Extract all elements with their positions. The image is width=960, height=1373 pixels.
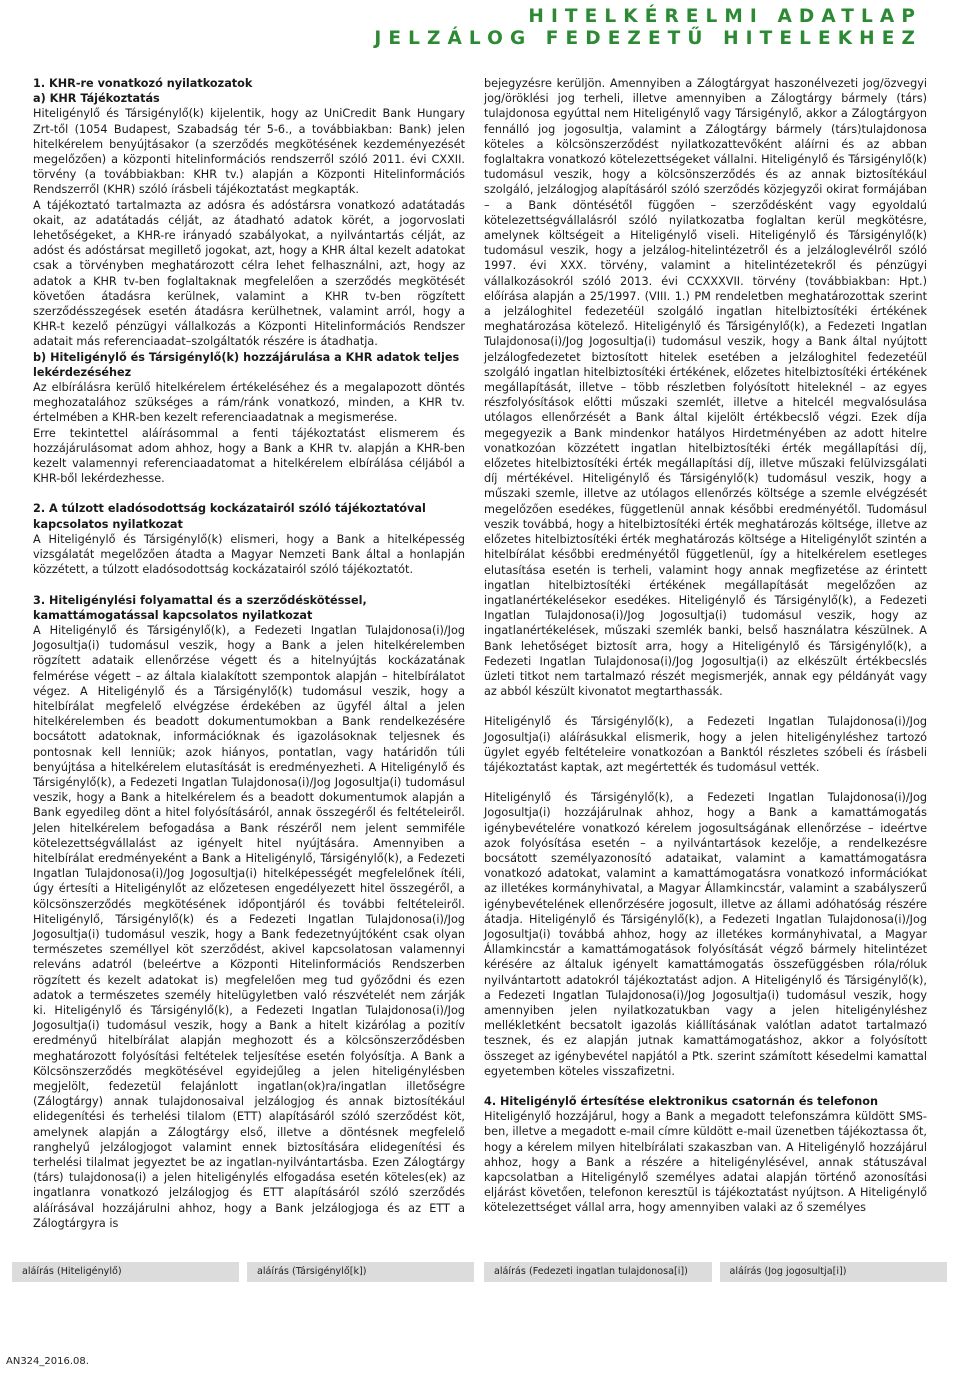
section-1b-paragraph-2: Erre tekintettel aláírásommal a fenti tájékoztatást elismerem és hozzájárulásomat adom ahhoz, hogy a Bank a KHR tv. alapján a KHR-ben kezelt valamennyi referenciaadatomat a hitelkérelem elbírálása céljából a KHR-ből lekérdezhesse. <box>33 426 465 486</box>
section-1b-title: b) Hiteligénylő és Társigénylő(k) hozzájárulása a KHR adatok teljes lekérdezéséhez <box>33 350 460 379</box>
document-header <box>374 6 922 50</box>
section-2-title: 2. A túlzott eladósodottság kockázatairól szóló tájékoztatóval kapcsolatos nyilatkozat <box>33 502 426 531</box>
right-column <box>484 76 927 1216</box>
section-1a-title: a) KHR Tájékoztatás <box>33 92 160 106</box>
left-column <box>33 76 465 1231</box>
signature-field-property-owner[interactable]: aláírás (Fedezeti ingatlan tulajdonosa[i]) <box>484 1262 712 1282</box>
form-code: AN324_2016.08. <box>6 1356 89 1367</box>
section-3-title: 3. Hiteligénylési folyamattal és a szerződéskötéssel, kamattámogatással kapcsolatos nyilatkozat <box>33 593 367 622</box>
section-1b-paragraph-1: Az elbírálásra kerülő hitelkérelem értékeléséhez és a megalapozott döntés meghozatalához szükséges a rám/ránk vonatkozó, minden, a KHR tv. értelmében a KHR-ben kezelt referenciaadatnak a megismerése. <box>33 381 465 425</box>
section-1-title: 1. KHR-re vonatkozó nyilatkozatok <box>33 77 253 90</box>
signature-row-left <box>12 1262 474 1282</box>
section-2-paragraph: A Hiteligénylő és Társigénylő(k) elismeri, hogy a Bank a hitelképesség vizsgálatát megelőzően átadta a Magyar Nemzeti Bank által a honlapján közzétett, a túlzott eladósodottság kockázatairól szóló tájékoztatót. <box>33 532 465 577</box>
section-1a-paragraph-1: Hiteligénylő és Társigénylő(k) kijelentik, hogy az UniCredit Bank Hungary Zrt-től (1054 Budapest, Szabadság tér 5-6., a továbbiakban: Bank) jelen hitelkérelem benyújtásakor (a szerződés megkötésének kezdeményezését megelőzően) a központi hitelinformációs rendszerről szóló 2011. évi CXXII. törvény (a továbbiakban: KHR tv.) alapján a Központi Hitelinformációs Rendszerről (KHR) szóló írásbeli tájékoztatást megkapták. <box>33 107 465 197</box>
section-3-continued-paragraph-1: bejegyzésre kerüljön. Amennyiben a Zálogtárgyat haszonélvezeti jog/özvegyi jog/öröklési jog terheli, illetve amennyiben a Zálogtárgy bármely (társ) tulajdonosa egyúttal nem Hiteligénylő vagy Társigénylő, akkor a Zálogtárgyon fennálló jog jogosultja, valamint a Zálogtárgy bármely (társ)tulajdonosa köteles a kölcsönszerződést nyilatkozattevőként aláírni és az abban foglaltakra vonatkozó kötelezettségeket vállalni. Hiteligénylő és Társigénylő(k) tudomásul veszik, hogy a kölcsönszerződés és az annak biztosítékául szolgáló, jelzálogjog alapításáról szóló szerződés közjegyzői okirat formájában – a Bank döntésétől függően – szerződésként vagy egyoldalú kötelezettségvállalásról szóló nyilatkozatba foglaltan kerül megkötésre, amelynek költségeit a Hiteligénylő viseli. Hiteligénylő és Társigénylő(k) tudomásul veszik, hogy a jelzálog-hitelintézetről és a jelzáloglevélről szóló 1997. évi XXX. törvény, valamint a hitelintézetekről és pénzügyi vállalkozásokról szóló 2013. évi CCXXXVII. törvény (továbbiakban: Hpt.) előírása alapján a 25/1997. (VIII. 1.) PM rendeletben meghatározottak szerint a jelzáloghitel fedezetéül szolgáló ingatlan hitelbiztosítéki értékének meghatározása kötelező. Hiteligénylő és Társigénylő(k), a Fedezeti Ingatlan Tulajdonosa(i)/Jog Jogosultja(i) tudomásul veszik, hogy a Bank által nyújtott jelzálogfedezetet biztosított hitelek esetében a jelzáloghitel fedezetéül szolgáló ingatlan hitelbiztosítéki értékének, előzetes hitelbiztosítéki értékének megállapítását, illetve – több részletben folyósított hiteleknél – az egyes részfolyósítások előtti műszaki szemlét, illetve a hitelcél megvalósulása utólagos ellenőrzését a Bank által kijelölt értékbecslő végzi. Ezek díja megegyezik a Bank mindenkor hatályos Hirdetményében az adott hitelre vonatkozóan közzétett ingatlan hitelbiztosítéki érték megállapítási díj, előzetes hitelbiztosítéki érték megállapítási díj, illetve műszaki felülvizsgálati díj mértékével. Hiteligénylő és Társigénylő(k) tudomásul veszik, hogy a műszaki szemle, illetve az utólagos ellenőrzés költsége a szemle elvégzését megelőzően esedékes, függetlenül annak későbbi eredményétől. Tudomásul veszik továbbá, hogy a hitelbiztosítéki érték meghatározás költsége, illetve az előzetes hitelbiztosítéki érték meghatározás költsége a Hiteligénylőt szintén a hitelbírálat későbbi eredményétől függetlenül, így a hitelkérelem esetleges elutasítása esetén is terheli, valamint hogy annak megfizetése az érintett ingatlan hitelbiztosítéki értékének megállapítását megelőzően az ingatlanértékelésekor esedékes. Hiteligénylő és Társigénylő(k), a Fedezeti Ingatlan Tulajdonosa(i)/Jog Jogosultja(i) tudomásul veszik, hogy az ingatlanértékelések, műszaki szemlék banki, belső használatra készülnek. A Bank lehetőséget biztosít arra, hogy a Hiteligénylő és Társigénylő(k), a Fedezeti Ingatlan Tulajdonosa(i)/Jog Jogosultja(i) az elkészült értékbecslés üzleti titkot nem tartalmazó részét megismerjék, annak egy példányát vagy az abból készült kivonatot megtarthassák. <box>484 77 927 699</box>
signature-field-right-holder[interactable]: aláírás (Jog jogosultja[i]) <box>720 1262 948 1282</box>
section-3-continued-paragraph-3: Hiteligénylő és Társigénylő(k), a Fedezeti Ingatlan Tulajdonosa(i)/Jog Jogosultja(i) hozzájárulnak ahhoz, hogy a Bank a kamattámogatás igénybevételére vonatkozó kérelem jogosultságának ellenőrzése – ideértve azok folyósítása esetén – a nyilvántartások kezelője, a rendelkezésre bocsátott személyazonosító adataikat, valamint a kamattámogatásra vonatkozó adatokat, valamint a kamattámogatásra vonatkozó információkat az illetékes kormányhivatal, a Magyar Államkincstár, valamint a szabályszerű igénybevételének ellenőrzésére jogosult, illetve az állami adóhatóság részére átadja. Hiteligénylő és Társigénylő(k), a Fedezeti Ingatlan Tulajdonosa(i)/Jog Jogosultja(i) továbbá ahhoz, hogy az illetékes kormányhivatal, a Magyar Államkincstár a kamattámogatások folyósítását végző bármely hitelintézet kérésére az általuk igényelt kamattámogatás összefüggésben róla/róluk nyilvántartott adatokról tájékoztatást adjon. A Hiteligénylő és Társigénylő(k), a Fedezeti Ingatlan Tulajdonosa(i)/Jog Jogosultja(i) tudomásul veszik, hogy amennyiben jelen nyilatkozatukban vagy a jelen hiteligényléshez mellékletként becsatolt igazolás kiállításának valótlan adatot tartalmazó tesznek, és ez alapján jutnak kamattámogatáshoz, akkor a folyósított összeget az igénybevétel napjától a Ptk. szerint számított késedelmi kamattal egyetemben köteles visszafizetni. <box>484 791 927 1078</box>
section-3-continued-paragraph-2: Hiteligénylő és Társigénylő(k), a Fedezeti Ingatlan Tulajdonosa(i)/Jog Jogosultja(i) aláírásukkal elismerik, hogy a jelen hiteligényléshez tartozó ügylet egyéb feltételeire vonatkozóan a Banktól részletes szóbeli és írásbeli tájékoztatást kaptak, azt megértették és tudomásul vették. <box>484 715 927 774</box>
section-3-paragraph: A Hiteligénylő és Társigénylő(k), a Fedezeti Ingatlan Tulajdonosa(i)/Jog Jogosultja(i) tudomásul veszik, hogy a Bank a jelen hitelkérelemben rögzített adataik ellenőrzése végett és a hitelnyújtás kockázatának felmérése végett – az általa kialakított szempontok alapján – hitelbírálatot végez. A Hiteligénylő és a Társigénylő(k) tudomásul veszik, hogy a hitelbírálat megfelelő elvégzése érdekében az ügyfél által a jelen hitelkérelemben és beadott dokumentumokban a Bank rendelkezésére bocsátott adatoknak, információknak és igazolásoknak teljesnek és pontosnak kell lenniük; azok hiányos, pontatlan, vagy határidőn túli benyújtása a hitelkérelem elutasítását is eredményezheti. A Hiteligénylő és Társigénylő(k), a Fedezeti Ingatlan Tulajdonosa(i)/Jog Jogosultja(i) tudomásul veszik, hogy a Bank a hitelkérelem és a beadott dokumentumok alapján a Bank egyedileg dönt a hitel folyósításáról, annak összegéről és feltételeiről. Jelen hitelkérelem befogadása a Bank részéről nem jelent semmiféle kötelezettségvállalást az igényelt hitel nyújtására. Amennyiben a hitelbírálat eredményeként a Bank a Hiteligénylő, Társigénylő(k), a Fedezeti Ingatlan Tulajdonosa(i)/Jog Jogosultja(i) hitelképességét megfelelőnek ítéli, úgy értesíti a Hiteligénylőt az előzetesen engedélyezett hitel összegéről, a kölcsönszerződés megkötésének időpontjáról és további feltételeiről. Hiteligénylő, Társigénylő(k) és a Fedezeti Ingatlan Tulajdonosa(i)/Jog Jogosultja(i) tudomásul veszik, hogy a Bank fedezetnyújtóként csak olyan természetes személlyel köt szerződést, akivel kapcsolatosan valamennyi releváns adatról (beleértve a Központi Hitelinformációs Rendszerben rögzített és kezelt adatokat is) megfelelően meg tud győződni és ezen adatok a természetes személy hitelügyletben való részvételét nem zárják ki. Hiteligénylő és Társigénylő(k), a Fedezeti Ingatlan Tulajdonosa(i)/Jog Jogosultja(i) tudomásul veszik, hogy a Bank a hitelt kizárólag a pozitív eredményű hitelbírálat alapján meghozott és a kölcsönszerződésben meghatározott folyósítási feltételek teljesítése esetén folyósítja. A Bank a Kölcsönszerződés megkötésével egyidejűleg a jelen hiteligénylésben megjelölt, fedezetül felajánlott ingatlan(ok)ra/ingatlan illetőségre (Zálogtárgy) annak tulajdonosaival jelzálogjog és annak biztosítékául elidegenítési és terhelési tilalom (ETT) alapításáról szóló szerződést köt, amelynek alapján a Zálogtárgy első, illetve a döntésnek megfelelő ranghelyű jelzálogjogot valamint ennek biztosítására elidegenítési és terhelési tilalmat jegyeztet be az ingatlan-nyilvántartásba. Ezen Zálogtárgy (társ) tulajdonosa(i) a jelen hiteligénylés elfogadása esetén köteles(ek) az ingatlanra vonatkozó jelzálogjog és ETT alapításáról szóló szerződés aláírásával hozzájárulni ahhoz, hogy a Bank jelzálogjoga és az ETT a Zálogtárgyra is <box>33 623 465 1230</box>
signature-field-co-applicant[interactable]: aláírás (Társigénylő[k]) <box>247 1262 474 1282</box>
signature-field-applicant[interactable]: aláírás (Hiteligénylő) <box>12 1262 239 1282</box>
section-4-paragraph: Hiteligénylő hozzájárul, hogy a Bank a megadott telefonszámra küldött SMS-ben, illetve a megadott e-mail címre küldött e-mail üzenetben tájékoztassa őt, hogy a kérelem milyen hitelbírálati szakaszban van. A Hiteligénylő hozzájárul ahhoz, hogy a Bank a részére a hiteligénylésével, annak státuszával kapcsolatban a Hiteligénylő személyes adatai alapján történő azonosítási eljárást követően, telefonon keresztül is tájékoztatást nyújtson. A Hiteligénylő kötelezettséget vállal arra, hogy amennyiben valaki az ő személyes <box>484 1110 927 1215</box>
section-4-title: 4. Hiteligénylő értesítése elektronikus csatornán és telefonon <box>484 1095 878 1108</box>
header-title-line1: HITELKÉRELMI ADATLAP <box>528 6 922 27</box>
signature-row-right <box>484 1262 947 1282</box>
header-title-line2: JELZÁLOG FEDEZETŰ HITELEKHEZ <box>374 28 922 49</box>
section-1a-paragraph-2: A tájékoztató tartalmazta az adósra és adóstársra vonatkozó adatátadás okait, az adatátadás célját, az átadható adatok körét, a jogorvoslati lehetőségeket, a KHR-re irányadó szabályokat, a nyilvántartás célját, az adóst és adóstársat megillető jogokat, azt, hogy a KHR által kezelt adatokat csak a törvényben meghatározott célra lehet felhasználni, azt, hogy az adatok a KHR tv-ben foglaltaknak megfelelően a szerződés megkötését követően átadásra kerülnek, valamint a KHR tv-ben rögzített szerződésszegések esetén átadásra kerülhetnek, valamint arról, hogy a KHR-t kezelő pénzügyi vállalkozás a Központi Hitelinformációs Rendszer adatait más referenciaadat–szolgáltatók részére is átadhatja. <box>33 198 465 349</box>
